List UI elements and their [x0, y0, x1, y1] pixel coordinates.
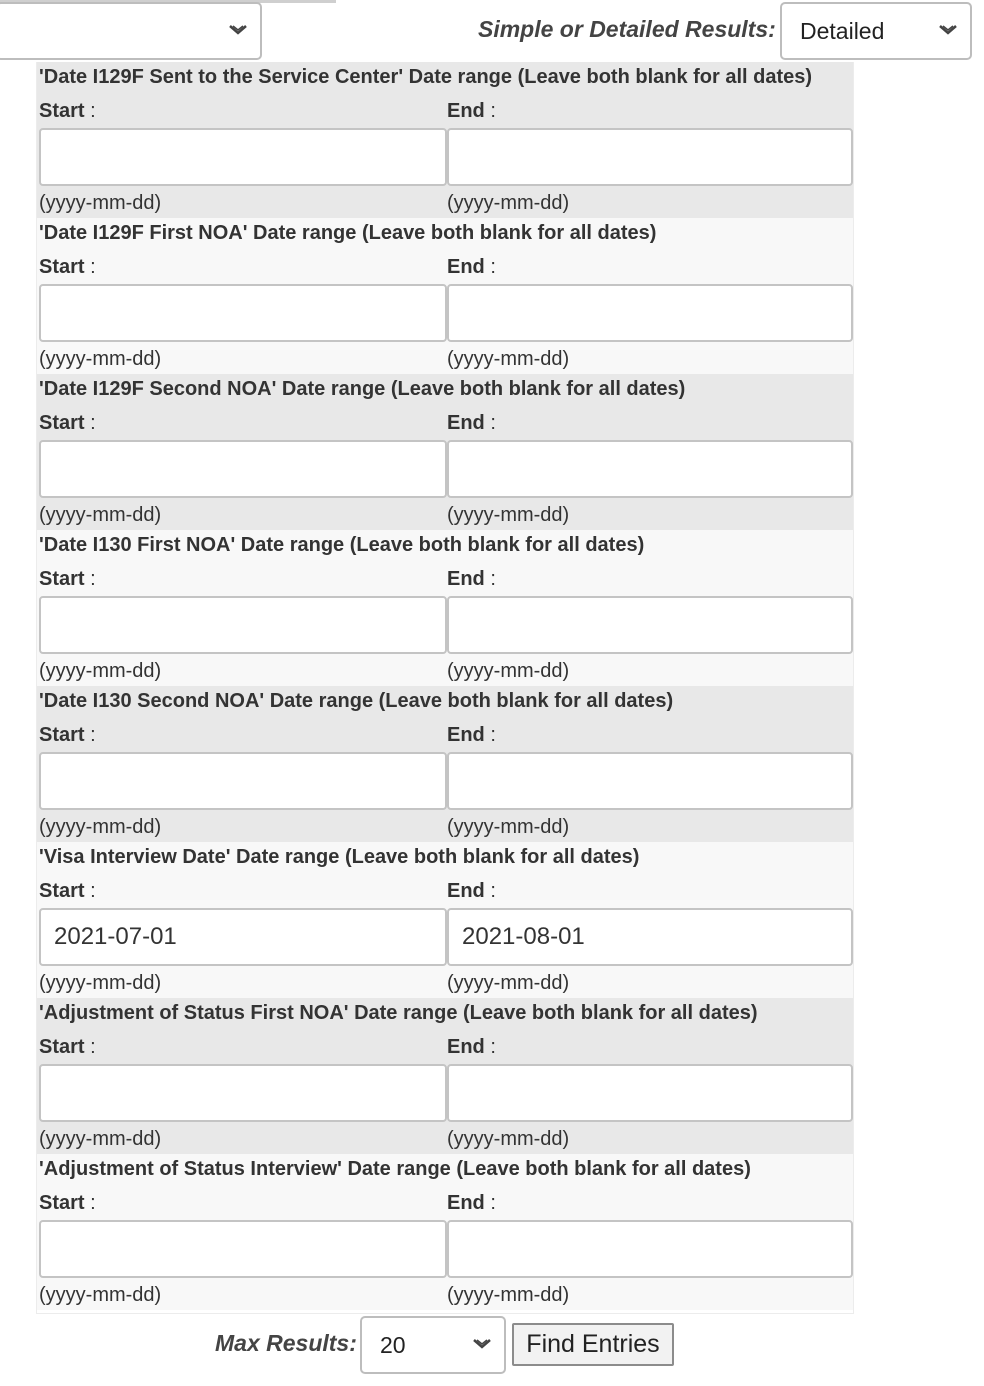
- submit-row: [0, 1314, 984, 1386]
- max-results-label: Max Results:: [215, 1330, 357, 1356]
- category-select[interactable]: [0, 2, 262, 60]
- date-range-section: [37, 218, 853, 374]
- results-type-select[interactable]: [780, 2, 972, 60]
- date-format-hint: (yyyy-mm-dd): [39, 1128, 162, 1150]
- date-format-hint: (yyyy-mm-dd): [447, 504, 570, 526]
- date-range-section: [37, 530, 853, 686]
- chevron-down-icon: [472, 1339, 492, 1349]
- start-label: Start :: [39, 880, 96, 902]
- end-label: End :: [447, 880, 496, 902]
- date-format-hint: (yyyy-mm-dd): [447, 660, 570, 682]
- date-range-form: [36, 62, 854, 1314]
- date-format-hint: (yyyy-mm-dd): [39, 660, 162, 682]
- end-label: End :: [447, 100, 496, 122]
- date-format-hint: (yyyy-mm-dd): [39, 192, 162, 214]
- section-title: 'Date I130 First NOA' Date range (Leave both blank for all dates): [39, 534, 645, 556]
- date-format-hint: (yyyy-mm-dd): [39, 1284, 162, 1306]
- start-label: Start :: [39, 256, 96, 278]
- section-title: 'Visa Interview Date' Date range (Leave both blank for all dates): [39, 846, 640, 868]
- end-date-input[interactable]: [447, 752, 853, 810]
- date-format-hint: (yyyy-mm-dd): [447, 972, 570, 994]
- start-date-input[interactable]: [39, 284, 447, 342]
- end-date-input[interactable]: [447, 1220, 853, 1278]
- end-date-input[interactable]: [447, 908, 853, 966]
- section-title: 'Adjustment of Status First NOA' Date range (Leave both blank for all dates): [39, 1002, 758, 1024]
- results-type-value: Detailed: [800, 17, 885, 44]
- date-format-hint: (yyyy-mm-dd): [447, 816, 570, 838]
- section-title: 'Date I129F First NOA' Date range (Leave both blank for all dates): [39, 222, 657, 244]
- end-label: End :: [447, 256, 496, 278]
- section-title: 'Date I130 Second NOA' Date range (Leave both blank for all dates): [39, 690, 674, 712]
- chevron-down-icon: [938, 25, 958, 35]
- date-range-section: [37, 998, 853, 1154]
- date-range-section: [37, 842, 853, 998]
- find-entries-button[interactable]: Find Entries: [512, 1323, 674, 1366]
- max-results-select[interactable]: [360, 1316, 506, 1374]
- date-range-section: [37, 686, 853, 842]
- end-date-input[interactable]: [447, 128, 853, 186]
- chevron-down-icon: [228, 25, 248, 35]
- date-format-hint: (yyyy-mm-dd): [447, 348, 570, 370]
- end-date-input[interactable]: [447, 596, 853, 654]
- start-date-input[interactable]: [39, 908, 447, 966]
- date-range-section: [37, 62, 853, 218]
- end-label: End :: [447, 1192, 496, 1214]
- date-format-hint: (yyyy-mm-dd): [447, 1128, 570, 1150]
- end-label: End :: [447, 724, 496, 746]
- date-format-hint: (yyyy-mm-dd): [39, 816, 162, 838]
- start-label: Start :: [39, 1036, 96, 1058]
- start-label: Start :: [39, 412, 96, 434]
- date-range-section: [37, 1154, 853, 1310]
- section-title: 'Date I129F Second NOA' Date range (Leave both blank for all dates): [39, 378, 686, 400]
- date-format-hint: (yyyy-mm-dd): [39, 504, 162, 526]
- start-date-input[interactable]: [39, 752, 447, 810]
- start-label: Start :: [39, 100, 96, 122]
- end-date-input[interactable]: [447, 284, 853, 342]
- start-date-input[interactable]: [39, 1064, 447, 1122]
- max-results-value: 20: [380, 1331, 406, 1358]
- date-range-section: [37, 374, 853, 530]
- section-title: 'Date I129F Sent to the Service Center' Date range (Leave both blank for all dates): [39, 66, 813, 88]
- start-label: Start :: [39, 568, 96, 590]
- date-format-hint: (yyyy-mm-dd): [39, 972, 162, 994]
- filter-bar: [0, 0, 984, 62]
- results-type-label: Simple or Detailed Results:: [478, 16, 776, 42]
- start-date-input[interactable]: [39, 596, 447, 654]
- start-label: Start :: [39, 724, 96, 746]
- start-date-input[interactable]: [39, 440, 447, 498]
- date-format-hint: (yyyy-mm-dd): [447, 1284, 570, 1306]
- section-title: 'Adjustment of Status Interview' Date range (Leave both blank for all dates): [39, 1158, 751, 1180]
- start-label: Start :: [39, 1192, 96, 1214]
- end-label: End :: [447, 412, 496, 434]
- start-date-input[interactable]: [39, 128, 447, 186]
- date-format-hint: (yyyy-mm-dd): [447, 192, 570, 214]
- date-format-hint: (yyyy-mm-dd): [39, 348, 162, 370]
- end-date-input[interactable]: [447, 1064, 853, 1122]
- end-date-input[interactable]: [447, 440, 853, 498]
- start-date-input[interactable]: [39, 1220, 447, 1278]
- end-label: End :: [447, 1036, 496, 1058]
- end-label: End :: [447, 568, 496, 590]
